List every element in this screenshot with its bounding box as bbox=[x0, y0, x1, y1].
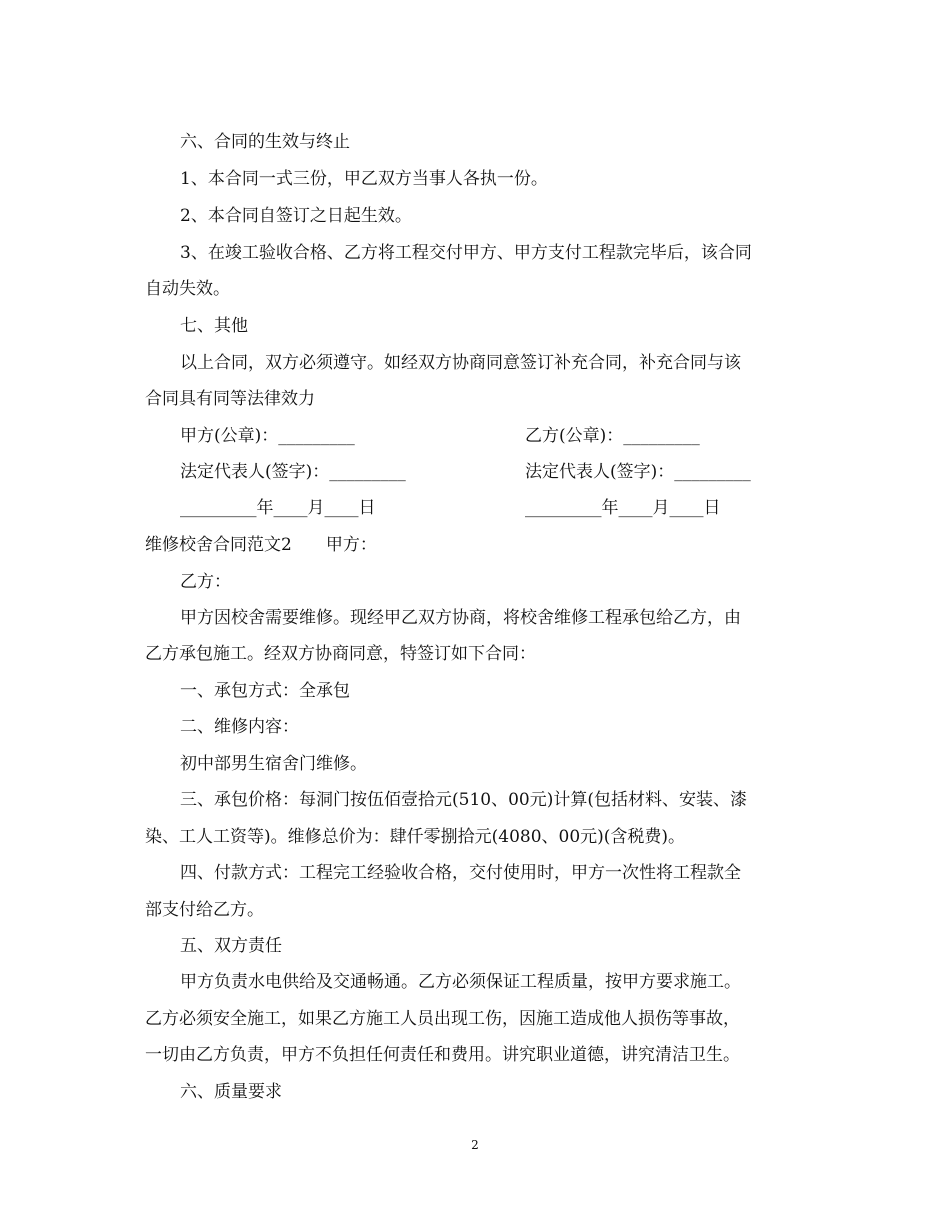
party-b-date-line: _________年____月____日 bbox=[525, 498, 721, 518]
paragraph-line: 2、本合同自签订之日起生效。 bbox=[180, 206, 412, 226]
paragraph-line: 染、工人工资等)。维修总价为：肆仟零捌拾元(4080、00元)(含税费)。 bbox=[145, 827, 686, 847]
paragraph-line: 三、承包价格：每洞门按伍佰壹拾元(510、00元)计算(包括材料、安装、漆 bbox=[180, 790, 747, 810]
paragraph-line: 一、承包方式：全承包 bbox=[180, 681, 350, 701]
paragraph-line: 部支付给乙方。 bbox=[145, 900, 264, 920]
paragraph-line: 四、付款方式：工程完工经验收合格，交付使用时，甲方一次性将工程款全 bbox=[180, 863, 741, 883]
section-heading: 五、双方责任 bbox=[180, 936, 282, 956]
paragraph-line: 以上合同，双方必须遵守。如经双方协商同意签订补充合同，补充合同与该 bbox=[180, 353, 741, 373]
page-number: 2 bbox=[471, 1138, 479, 1152]
paragraph-line: 乙方承包施工。经双方协商同意，特签订如下合同： bbox=[145, 644, 536, 664]
contract-title-line: 维修校舍合同范文2 甲方： bbox=[145, 535, 377, 555]
paragraph-line: 乙方必须安全施工，如果乙方施工人员出现工伤，因施工造成他人损伤等事故， bbox=[145, 1009, 740, 1029]
party-a-representative-line: 法定代表人(签字)：_________ bbox=[180, 462, 406, 482]
paragraph-line: 一切由乙方负责，甲方不负担任何责任和费用。讲究职业道德，讲究清洁卫生。 bbox=[145, 1045, 740, 1065]
paragraph-line: 1、本合同一式三份，甲乙双方当事人各执一份。 bbox=[180, 169, 548, 189]
party-a-seal-line: 甲方(公章)：_________ bbox=[180, 426, 355, 446]
paragraph-line: 初中部男生宿舍门维修。 bbox=[180, 754, 367, 774]
section-heading: 六、质量要求 bbox=[180, 1082, 282, 1102]
paragraph-line: 二、维修内容： bbox=[180, 717, 299, 737]
paragraph-line: 甲方负责水电供给及交通畅通。乙方必须保证工程质量，按甲方要求施工。 bbox=[180, 972, 741, 992]
section-heading: 六、合同的生效与终止 bbox=[180, 132, 350, 152]
section-heading: 七、其他 bbox=[180, 316, 248, 336]
paragraph-line: 乙方： bbox=[180, 572, 231, 592]
paragraph-line: 甲方因校舍需要维修。现经甲乙双方协商，将校舍维修工程承包给乙方，由 bbox=[180, 608, 741, 628]
party-b-seal-line: 乙方(公章)：_________ bbox=[525, 426, 700, 446]
paragraph-line: 自动失效。 bbox=[145, 279, 230, 299]
paragraph-line: 合同具有同等法律效力 bbox=[145, 389, 315, 409]
party-a-date-line: _________年____月____日 bbox=[180, 498, 376, 518]
paragraph-line: 3、在竣工验收合格、乙方将工程交付甲方、甲方支付工程款完毕后，该合同 bbox=[180, 243, 752, 263]
party-b-representative-line: 法定代表人(签字)：_________ bbox=[525, 462, 751, 482]
